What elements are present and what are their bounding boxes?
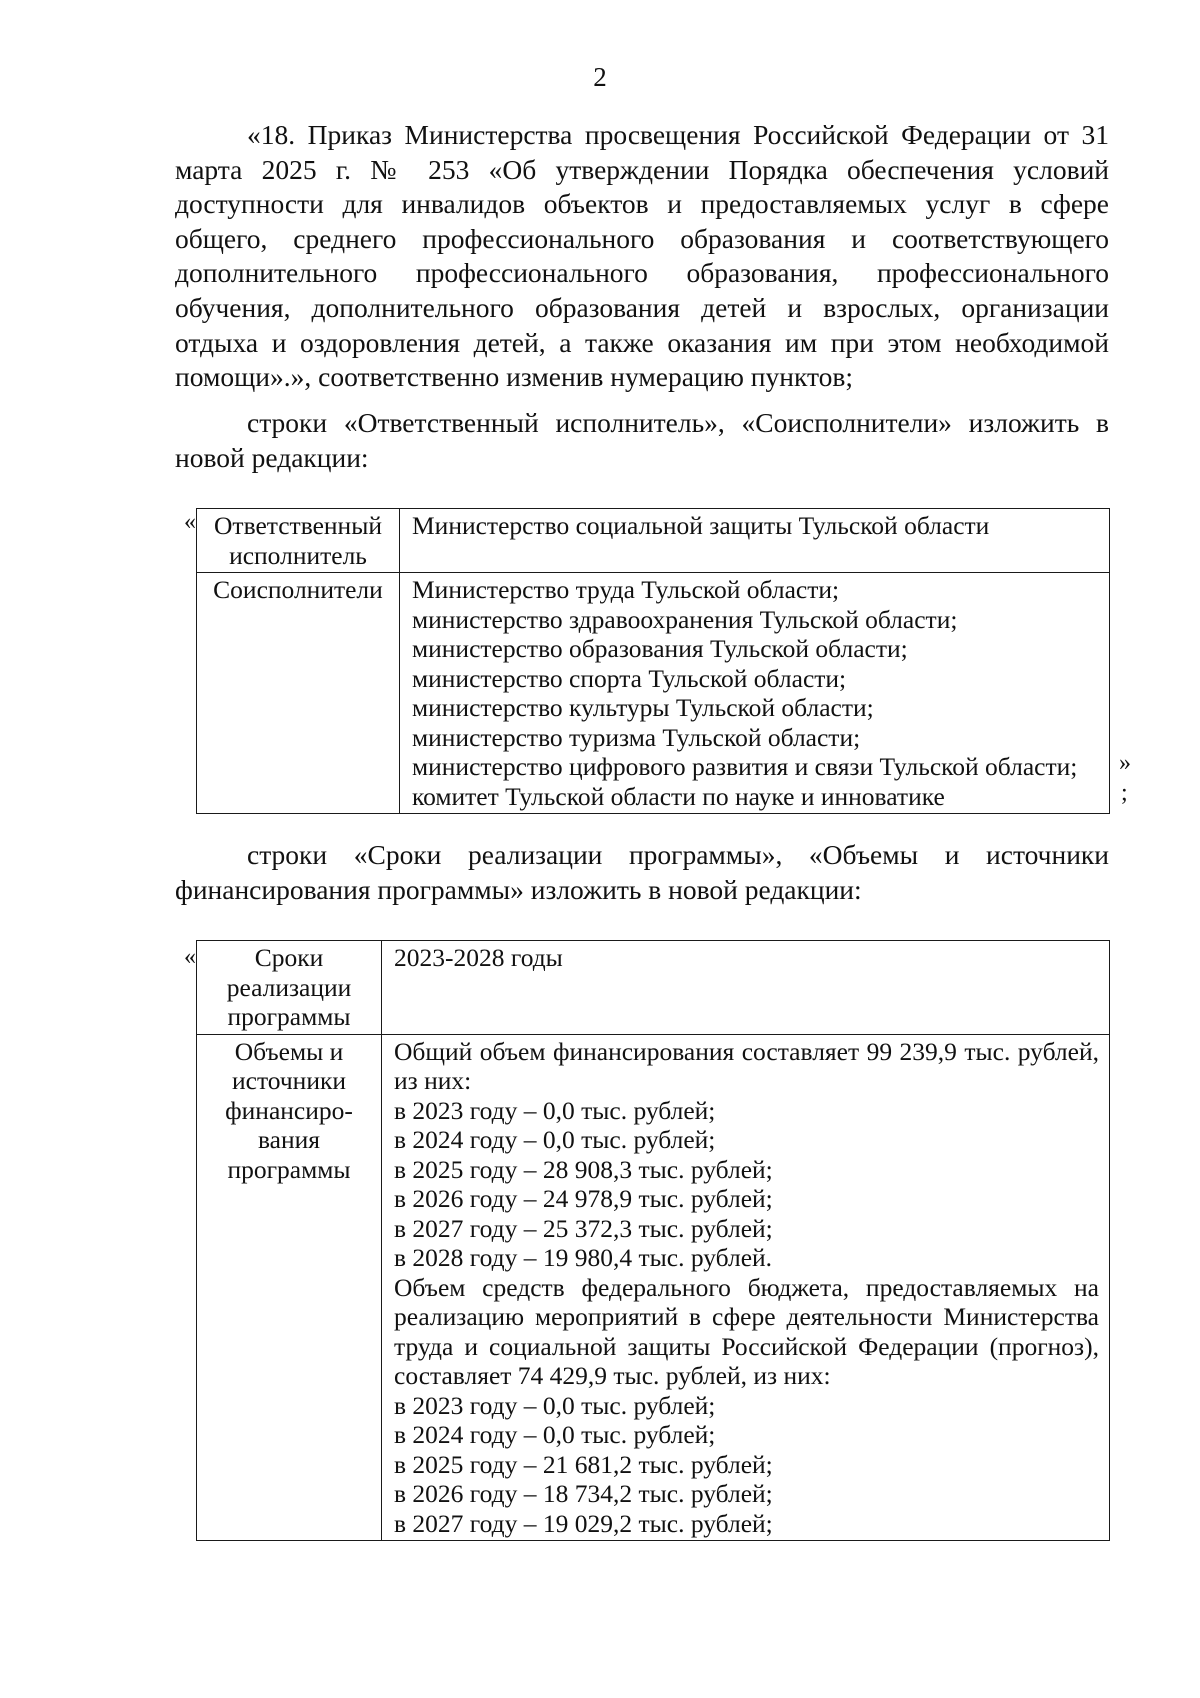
table-value-cell [400,509,1110,573]
cell-line: в 2025 году – 21 681,2 тыс. рублей; [394,1449,773,1479]
table-row [197,509,1110,573]
table-open-quote: « [184,509,196,535]
paragraph-timeline-lines [175,838,1109,907]
cell-line: в 2024 году – 0,0 тыс. рублей; [394,1420,716,1449]
table-row [197,941,1110,1035]
table-value-cell [382,1034,1110,1541]
paragraph-text: строки «Ответственный исполнитель», «Соисполнители» изложить в новой редакции: [175,407,1109,473]
cell-line: Объем средств федерального бюджета, предоставляемых на реализацию мероприятий в сфере деятельности Министерства труда и социальной защиты Российской Федерации (прогноз), составляет 74 429,9 тыс. рублей, из них: [394,1272,1099,1390]
table-label-cell: Объемы и источники финансиро-вания программы [197,1034,382,1541]
cell-line: Общий объем финансирования составляет 99 239,9 тыс. рублей, из них: [394,1036,1099,1095]
cell-line: в 2023 году – 0,0 тыс. рублей; [394,1390,716,1420]
cell-line: министерство цифрового развития и связи Тульской области; комитет Тульской области по науке и инноватике [412,752,1078,811]
table-open-quote: « [184,944,196,970]
cell-line: Министерство социальной защиты Тульской области [412,511,990,540]
page-number: 2 [593,62,607,92]
cell-line: в 2025 году – 28 908,3 тыс. рублей; [394,1154,773,1184]
cell-line: в 2026 году – 24 978,9 тыс. рублей; [394,1184,773,1213]
paragraph-order-item-18 [175,118,1109,395]
cell-line: 2023-2028 годы [394,943,563,972]
table-semicolon: ; [1121,780,1128,806]
paragraph-text: строки «Сроки реализации программы», «Объемы и источники финансирования программы» изложить в новой редакции: [175,839,1109,905]
table-label-cell: Соисполнители [197,573,400,814]
paragraph-text: «18. Приказ Министерства просвещения Российской Федерации от 31 марта 2025 г. № 253 «Об утверждении Порядка обеспечения условий доступности для инвалидов объектов и предоставляемых услуг в сфере общего, среднего профессионального образования и соответствующего дополнительного профессионального образования, профессионального обучения, дополнительного образования детей и взрослых, организации отдыха и оздоровления детей, а также оказания им при этом необходимой помощи».», соответственно изменив нумерацию пунктов; [175,119,1109,393]
cell-line: в 2027 году – 19 029,2 тыс. рублей; [394,1508,773,1538]
cell-line: Министерство труда Тульской области; [412,575,840,604]
table-row [197,1034,1110,1541]
cell-line: в 2023 году – 0,0 тыс. рублей; [394,1095,716,1125]
cell-line: в 2026 году – 18 734,2 тыс. рублей; [394,1479,773,1508]
program-funding-table [196,940,1110,1541]
cell-line: министерство образования Тульской области; [412,634,908,663]
table-value-cell [400,573,1110,814]
table-row [197,573,1110,814]
cell-line: в 2028 году – 19 980,4 тыс. рублей. [394,1243,773,1272]
cell-line: министерство туризма Тульской области; [412,722,861,752]
responsible-executor-table [196,508,1110,814]
cell-line: министерство культуры Тульской области; [412,693,874,722]
cell-line: министерство здравоохранения Тульской области; [412,604,958,634]
paragraph-responsible-lines [175,406,1109,475]
cell-line: в 2024 году – 0,0 тыс. рублей; [394,1125,716,1154]
table-close-quote: » [1119,750,1131,776]
cell-line: министерство спорта Тульской области; [412,663,847,693]
table-label-cell: Ответственный исполнитель [197,509,400,573]
cell-line: в 2027 году – 25 372,3 тыс. рублей; [394,1213,773,1243]
table-value-cell [382,941,1110,1035]
table-label-cell: Сроки реализации программы [197,941,382,1035]
